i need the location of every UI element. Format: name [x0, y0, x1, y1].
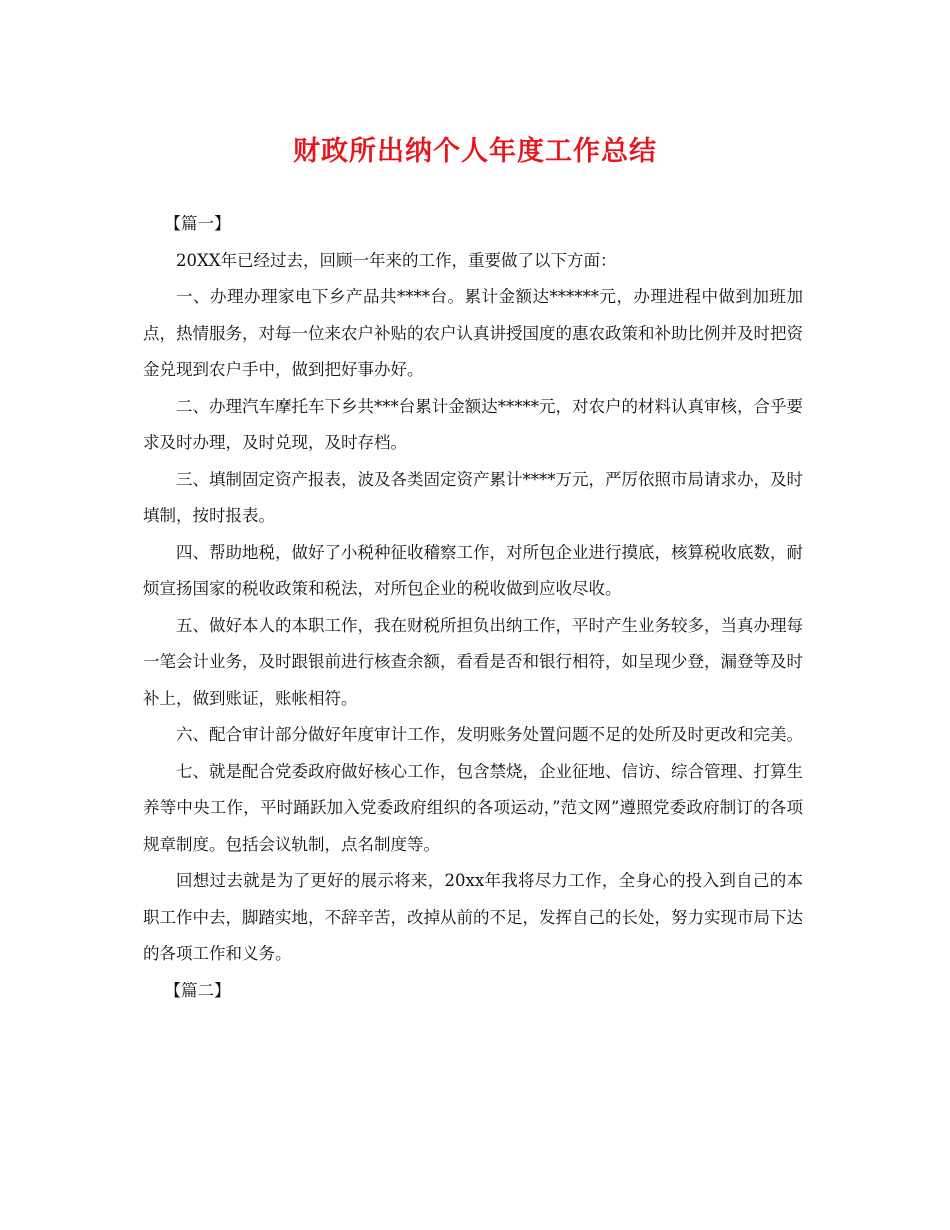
document-title: 财政所出纳个人年度工作总结 — [293, 136, 657, 167]
section-label-part-two: 【篇二】 — [164, 980, 231, 1000]
item-paragraph-4: 四、帮助地税，做好了小税种征收稽察工作，对所包企业进行摸底，核算税收底数，耐烦宣扬国家的税收政策和税法，对所包企业的税收做到应收尽收。 — [143, 542, 803, 598]
item-paragraph-6: 六、配合审计部分做好年度审计工作，发明账务处置问题不足的处所及时更改和完美。 — [176, 725, 803, 744]
document-body — [143, 206, 803, 1009]
intro-paragraph: 20XX年已经过去，回顾一年来的工作，重要做了以下方面： — [176, 250, 617, 270]
item-paragraph-1: 一、办理办理家电下乡产品共****台。累计金额达******元，办理进程中做到加班加点，热情服务，对每一位来农户补贴的农户认真讲授国度的惠农政策和补助比例并及时把资金兑现到农户手中，做到把好事办好。 — [143, 287, 803, 379]
item-paragraph-3: 三、填制固定资产报表，波及各类固定资产累计****万元，严厉依照市局请求办，及时填制，按时报表。 — [143, 469, 803, 525]
closing-paragraph: 回想过去就是为了更好的展示将来，20xx年我将尽力工作，全身心的投入到自己的本职工作中去，脚踏实地，不辞辛苦，改掉从前的不足，发挥自己的长处，努力实现市局下达的各项工作和义务。 — [143, 871, 803, 963]
section-label-part-one: 【篇一】 — [164, 214, 231, 233]
item-paragraph-5: 五、做好本人的本职工作，我在财税所担负出纳工作，平时产生业务较多，当真办理每一笔会计业务，及时跟银前进行核查余额，看看是否和银行相符，如呈现少登，漏登等及时补上，做到账证，账帐相符。 — [143, 615, 803, 708]
item-paragraph-2: 二、办理汽车摩托车下乡共***台累计金额达*****元，对农户的材料认真审核，合乎要求及时办理，及时兑现，及时存档。 — [143, 396, 803, 452]
item-paragraph-7: 七、就是配合党委政府做好核心工作，包含禁烧，企业征地、信访、综合管理、打算生养等中央工作，平时踊跃加入党委政府组织的各项运动，”范文网”遵照党委政府制订的各项规章制度。包括会议轨制，点名制度等。 — [143, 761, 803, 854]
